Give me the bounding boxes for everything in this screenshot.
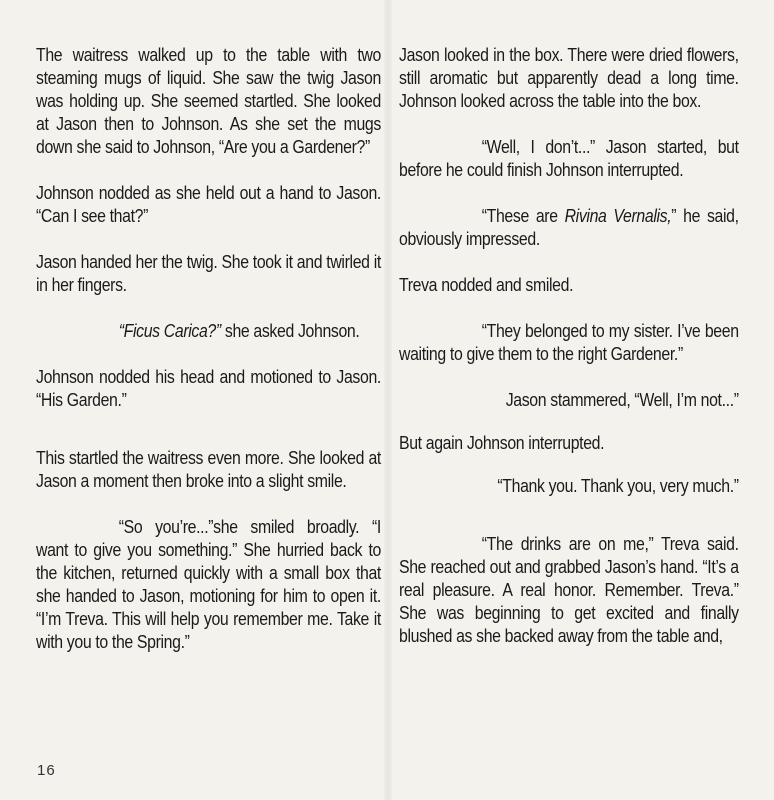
right-text-column xyxy=(399,44,739,671)
paragraph: Johnson nodded as she held out a hand to Jason. “Can I see that?” xyxy=(36,183,381,226)
paragraph-text: “These are xyxy=(481,206,565,226)
paragraph xyxy=(399,205,739,251)
paragraph: Treva nodded and smiled. xyxy=(399,275,574,295)
paragraph: “They belonged to my sister. I’ve been waiting to give them to the right Gardener.” xyxy=(399,321,739,364)
paragraph-text: she asked Johnson. xyxy=(220,321,360,341)
italic-species-name: Rivina Vernalis, xyxy=(564,206,672,226)
left-text-column xyxy=(36,44,381,677)
paragraph: Jason looked in the box. There were dried flowers, still aromatic but apparently dead a long time. Johnson looked across the table into the box. xyxy=(399,45,739,111)
paragraph: The waitress walked up to the table with two steaming mugs of liquid. She saw the twig Jason was holding up. She seemed startled. She looked at Jason then to Johnson. As she set the mugs down she said to Johnson, “Are you a Gardener?” xyxy=(36,45,381,157)
paragraph: Johnson nodded his head and motioned to Jason. “His Garden.” xyxy=(36,367,381,410)
page-gutter xyxy=(384,0,392,800)
paragraph: “So you’re...”she smiled broadly. “I want to give you something.” She hurried back to the kitchen, returned quickly with a small box that she handed to Jason, motioning for him to open it. “I’m Treva. This will help you remember me. Take it with you to the Spring.” xyxy=(36,517,381,652)
paragraph: Jason handed her the twig. She took it and twirled it in her fingers. xyxy=(36,252,381,295)
paragraph: Jason stammered, “Well, I’m not...” xyxy=(505,390,739,410)
paragraph xyxy=(36,320,381,343)
paragraph-text: ” he said, obviously impressed. xyxy=(399,206,739,249)
paragraph: This startled the waitress even more. She looked at Jason a moment then broke into a slight smile. xyxy=(36,448,381,491)
page-number: 16 xyxy=(37,762,56,779)
paragraph: “Well, I don’t...” Jason started, but before he could finish Johnson interrupted. xyxy=(399,137,739,180)
paragraph: But again Johnson interrupted. xyxy=(399,433,605,453)
paragraph: “Thank you. Thank you, very much.” xyxy=(497,476,739,496)
paragraph: “The drinks are on me,” Treva said. She reached out and grabbed Jason’s hand. “It’s a real pleasure. A real honor. Remember. Treva.” She was beginning to get excited and finally blushed as she backed away from the table and, xyxy=(399,534,739,646)
italic-species-name: “Ficus Carica?” xyxy=(118,321,221,341)
